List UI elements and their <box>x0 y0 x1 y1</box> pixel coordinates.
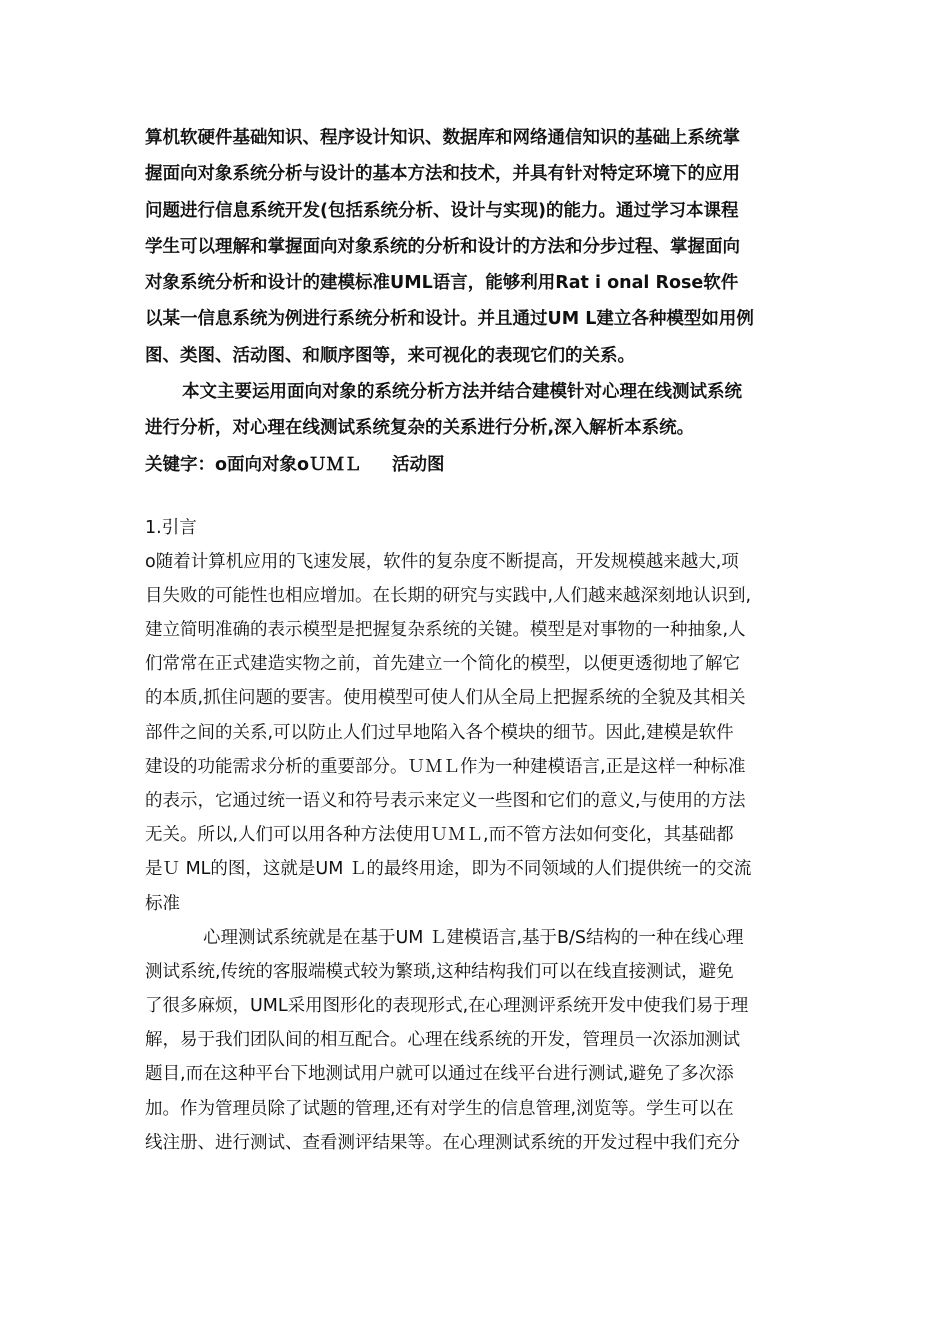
text-line: 建设的功能需求分析的重要部分。ＵＭＬ作为一种建模语言,正是这样一种标准 <box>145 756 746 777</box>
text-line: 目失败的可能性也相应增加。在长期的研究与实践中,人们越来越深刻地认识到, <box>145 585 752 606</box>
text-line: 心理测试系统就是在基于UM Ｌ建模语言,基于B/S结构的一种在线心理 <box>203 927 744 948</box>
text-line: 建立简明准确的表示模型是把握复杂系统的关键。模型是对事物的一种抽象,人 <box>145 620 746 641</box>
text-line: o随着计算机应用的飞速发展，软件的复杂度不断提高，开发规模越来越大,项 <box>145 551 739 572</box>
intro-paragraph-1 <box>145 545 810 921</box>
text-line: 对象系统分析和设计的建模标准UML语言，能够利用Rat i onal Rose软件 <box>145 273 739 294</box>
text-line: 标准 <box>145 893 180 914</box>
intro-paragraph-2 <box>145 921 810 1160</box>
text-line: 无关。所以,人们可以用各种方法使用ＵＭＬ,而不管方法如何变化，其基础都 <box>145 825 734 846</box>
text-line: 握面向对象系统分析与设计的基本方法和技术，并具有针对特定环境下的应用 <box>145 164 740 185</box>
text-line: 算机软硬件基础知识、程序设计知识、数据库和网络通信知识的基础上系统掌 <box>145 128 740 148</box>
text-line: 以某一信息系统为例进行系统分析和设计。并且通过UM L建立各种模型如用例 <box>145 309 754 330</box>
abstract-paragraph-2 <box>145 374 810 447</box>
text-line: 图、类图、活动图、和顺序图等，来可视化的表现它们的关系。 <box>145 345 635 366</box>
keywords-line: 关键字：o面向对象oＵＭＬ 活动图 <box>145 454 445 475</box>
text-line: 解，易于我们团队间的相互配合。心理在线系统的开发，管理员一次添加测试 <box>145 1030 740 1051</box>
document-page <box>145 120 810 1160</box>
text-line: 线注册、进行测试、查看测评结果等。在心理测试系统的开发过程中我们充分 <box>145 1132 740 1153</box>
text-line: 问题进行信息系统开发(包括系统分析、设计与实现)的能力。通过学习本课程 <box>145 200 739 221</box>
text-line: 们常常在正式建造实物之前，首先建立一个简化的模型，以便更透彻地了解它 <box>145 654 740 675</box>
text-line: 本文主要运用面向对象的系统分析方法并结合建模针对心理在线测试系统 <box>182 382 742 403</box>
text-line: 题目,而在这种平台下地测试用户就可以通过在线平台进行测试,避免了多次添 <box>145 1064 734 1085</box>
abstract-paragraph-1 <box>145 120 810 374</box>
text-line: 学生可以理解和掌握面向对象系统的分析和设计的方法和分步过程、掌握面向 <box>145 236 740 257</box>
section-heading: 1.引言 <box>145 517 197 538</box>
text-line: 测试系统,传统的客服端模式较为繁琐,这种结构我们可以在线直接测试，避免 <box>145 961 734 982</box>
text-line: 的表示，它通过统一语义和符号表示来定义一些图和它们的意义,与使用的方法 <box>145 790 746 811</box>
text-line: 的本质,抓住问题的要害。使用模型可使人们从全局上把握系统的全貌及其相关 <box>145 688 746 709</box>
text-line: 加。作为管理员除了试题的管理,还有对学生的信息管理,浏览等。学生可以在 <box>145 1098 734 1119</box>
text-line: 进行分析，对心理在线测试系统复杂的关系进行分析,深入解析本系统。 <box>145 418 695 439</box>
text-line: 部件之间的关系,可以防止人们过早地陷入各个模块的细节。因此,建模是软件 <box>145 722 734 743</box>
text-line: 是Ｕ ML的图，这就是UM Ｌ的最终用途，即为不同领域的人们提供统一的交流 <box>145 859 752 880</box>
text-line: 了很多麻烦，UML采用图形化的表现形式,在心理测评系统开发中使我们易于理 <box>145 996 749 1017</box>
